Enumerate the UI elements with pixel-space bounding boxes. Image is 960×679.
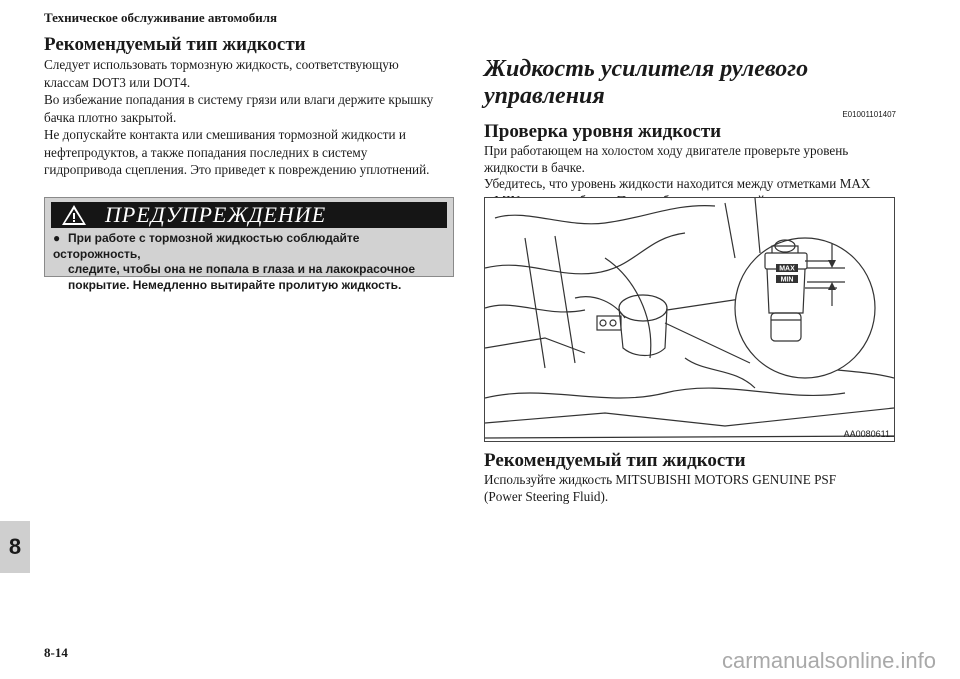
- section-code: E01001101407: [842, 110, 896, 119]
- level-check-heading: Проверка уровня жидкости: [484, 121, 722, 142]
- left-line-5: Не допускайте контакта или смешивания тормозной жидкости и: [44, 127, 406, 142]
- running-header: Техническое обслуживание автомобиля: [44, 10, 278, 25]
- min-label: MIN: [780, 276, 794, 284]
- page-number: 8-14: [44, 645, 68, 660]
- warning-line-2: следите, чтобы она не попала в глаза и на лакокрасочное: [68, 262, 416, 276]
- figure-code: AA0080611: [843, 429, 890, 439]
- left-line-7: гидропривода сцепления. Это приведет к повреждению уплотнений.: [44, 162, 430, 177]
- watermark: carmanualsonline.info: [721, 648, 936, 673]
- warning-header: [51, 202, 447, 228]
- max-label: MAX: [779, 265, 795, 273]
- chapter-tab: 8: [0, 521, 30, 573]
- engine-bay-drawing: [485, 198, 894, 441]
- left-line-2: классам DOT3 или DOT4.: [44, 74, 191, 90]
- reservoir-illustration: [484, 197, 895, 442]
- warning-triangle-icon: [61, 204, 87, 226]
- right-column: [484, 56, 896, 209]
- left-line-3: Во избежание попадания в систему грязи или влаги держите крышку: [44, 92, 434, 107]
- left-line-6: нефтепродуктов, а также попадания последних в систему: [44, 144, 368, 160]
- left-line-1: Следует использовать тормозную жидкость, соответствующую: [44, 57, 399, 72]
- warning-line-1: При работе с тормозной жидкостью соблюдайте осторожность,: [53, 231, 360, 261]
- right-line-2: жидкости в бачке.: [484, 159, 585, 175]
- right-line-3: Убедитесь, что уровень жидкости находится между отметками MAX: [484, 176, 871, 191]
- warning-bullet: ●: [53, 231, 61, 245]
- psf-line-2: (Power Steering Fluid).: [484, 488, 609, 504]
- warning-text: [53, 231, 445, 293]
- psf-line-1: Используйте жидкость MITSUBISHI MOTORS GENUINE PSF: [484, 472, 837, 487]
- left-line-4: бачка плотно закрытой.: [44, 109, 177, 125]
- left-column: [44, 34, 458, 179]
- right-lower-section: [484, 450, 896, 505]
- brake-fluid-heading: Рекомендуемый тип жидкости: [44, 34, 306, 55]
- power-steering-title: Жидкость усилителя рулевого управления: [484, 56, 809, 109]
- right-line-1: При работающем на холостом ходу двигателе проверьте уровень: [484, 143, 849, 158]
- warning-box: [44, 197, 454, 292]
- warning-line-3: покрытие. Немедленно вытирайте пролитую жидкость.: [68, 277, 402, 292]
- psf-heading: Рекомендуемый тип жидкости: [484, 450, 746, 471]
- warning-title: ПРЕДУПРЕЖДЕНИЕ: [105, 202, 327, 227]
